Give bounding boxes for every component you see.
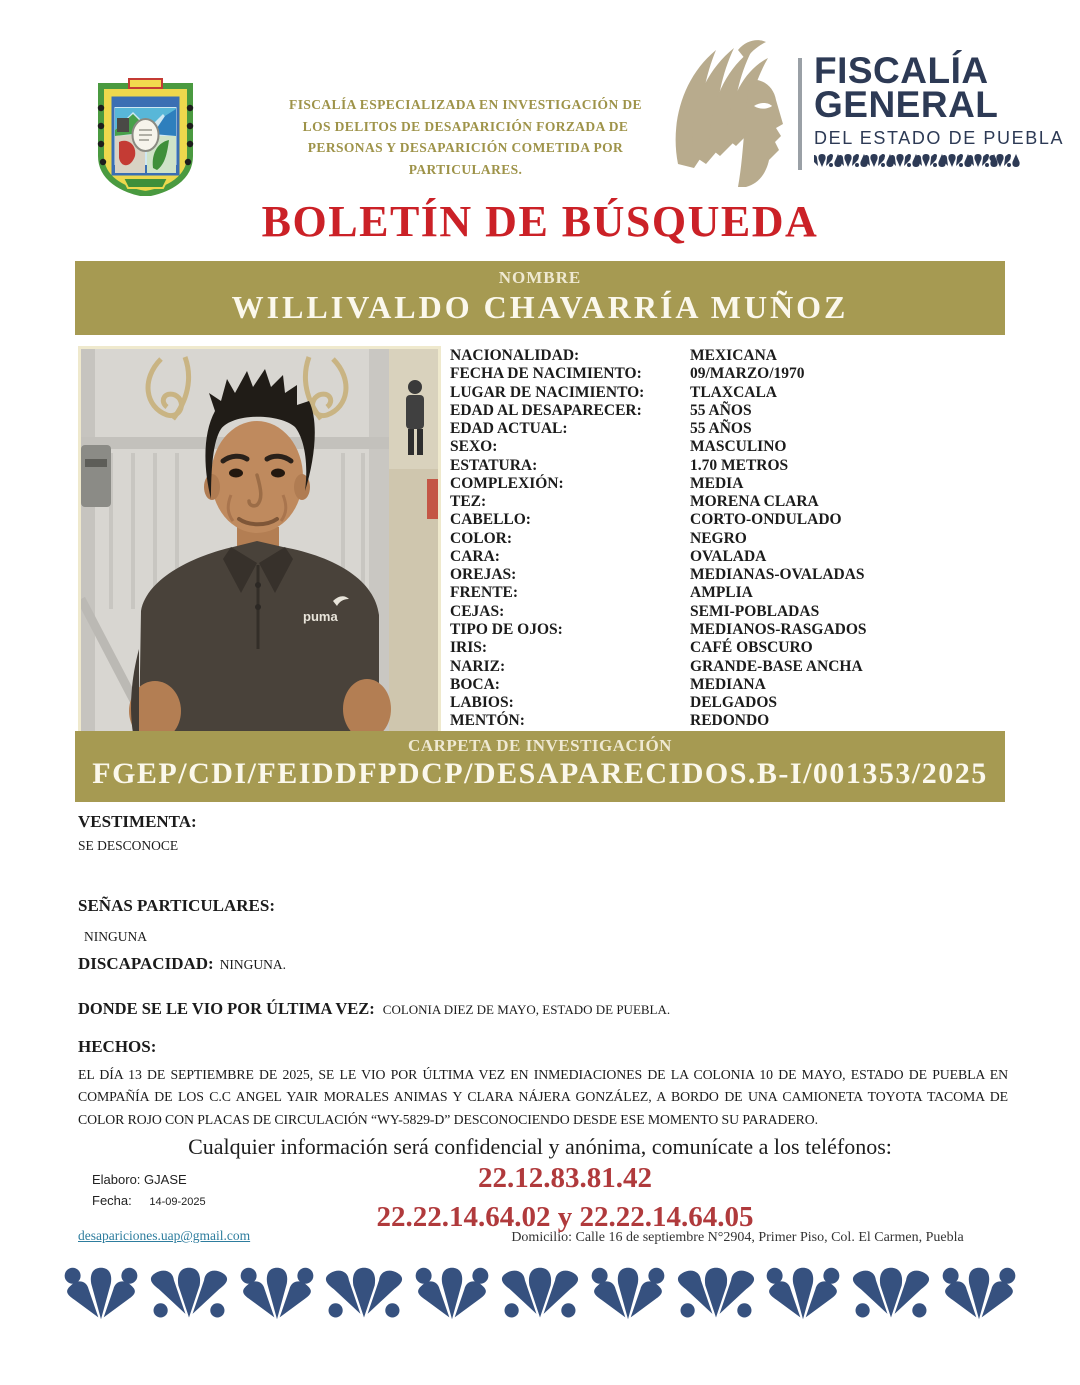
field-value: 1.70 METROS	[690, 456, 789, 474]
field-label: LUGAR DE NACIMIENTO:	[450, 383, 645, 401]
field-label: BOCA:	[450, 675, 500, 693]
discapacidad-line	[78, 954, 286, 974]
fields-list	[450, 348, 1006, 729]
talavera-ornament-up	[847, 1266, 935, 1321]
field-value: DELGADOS	[690, 694, 777, 712]
field-label: COLOR:	[450, 529, 512, 547]
field-value: MEDIANOS-RASGADOS	[690, 620, 867, 638]
field-row	[450, 366, 1006, 382]
case-banner	[75, 731, 1005, 802]
talavera-ornament-down	[940, 1266, 1018, 1321]
field-label: LABIOS:	[450, 694, 514, 712]
fecha-value: 14-09-2025	[149, 1196, 206, 1208]
missing-person-name: WILLIVALDO CHAVARRÍA MUÑOZ	[231, 289, 849, 325]
phone-number-1: 22.12.83.81.42	[478, 1162, 652, 1194]
discapacidad-label: DISCAPACIDAD:	[78, 954, 214, 973]
senas-label: SEÑAS PARTICULARES:	[78, 896, 275, 915]
agency-header-text	[283, 94, 648, 180]
talavera-ornament-up	[320, 1266, 408, 1321]
elaboro-block	[92, 1172, 206, 1208]
logo-divider	[798, 58, 802, 170]
field-value: CAFÉ OBSCURO	[690, 639, 813, 657]
case-number: FGEP/CDI/FEIDDFPDCP/DESAPARECIDOS.B-I/001353/2025	[92, 757, 988, 790]
field-label: FECHA DE NACIMIENTO:	[450, 365, 642, 383]
field-row	[450, 567, 1006, 583]
talavera-ornament-down	[764, 1266, 842, 1321]
hechos-label: HECHOS:	[78, 1037, 157, 1056]
field-row	[450, 458, 1006, 474]
shirt-brand-text: puma	[303, 609, 338, 624]
discapacidad-value: NINGUNA.	[219, 957, 287, 972]
field-row	[450, 439, 1006, 455]
field-value: 55 AÑOS	[690, 401, 752, 419]
hechos-text: EL DÍA 13 DE SEPTIEMBRE DE 2025, SE LE VIO POR ÚLTIMA VEZ EN INMEDIACIONES DE LA COLONIA 10 DE MAYO, ESTADO DE PUEBLA EN COMPAÑÍA DE LOS C.C ANGEL YAIR MORALES ANIMAS Y CLARA NÁJERA GONZÁLEZ, A BORDO DE UNA CAMIONETA TOYOTA TACOMA DE COLOR ROJO CON PLACAS DE CIRCULACIÓN “WY-5829-D” DESCONOCIENDO DESDE ESE MOMENTO SU PARADERO.	[78, 1067, 1008, 1127]
ultima-vez-label: DONDE SE LE VIO POR ÚLTIMA VEZ:	[78, 999, 375, 1018]
talavera-ornament-down	[413, 1266, 491, 1321]
talavera-ornament-up	[496, 1266, 584, 1321]
fecha-label: Fecha:	[92, 1193, 132, 1208]
field-row	[450, 476, 1006, 492]
field-value: TLAXCALA	[690, 383, 777, 401]
elaboro-value: GJASE	[144, 1172, 187, 1187]
field-row	[450, 640, 1006, 656]
field-row	[450, 385, 1006, 401]
field-label: SEXO:	[450, 438, 498, 456]
vestimenta-label: VESTIMENTA:	[78, 812, 197, 831]
winged-warrior-face-icon	[672, 36, 794, 193]
ultima-vez-value: COLONIA DIEZ DE MAYO, ESTADO DE PUEBLA.	[382, 1002, 671, 1017]
ultima-vez-line	[78, 999, 670, 1019]
field-label: NACIONALIDAD:	[450, 347, 580, 364]
field-row	[450, 421, 1006, 437]
field-value: MASCULINO	[690, 438, 787, 456]
field-value: AMPLIA	[690, 584, 753, 602]
field-row	[450, 531, 1006, 547]
field-label: FRENTE:	[450, 584, 519, 602]
field-value: GRANDE-BASE ANCHA	[690, 657, 863, 675]
field-label: TEZ:	[450, 493, 487, 511]
logo-title-1: FISCALÍA	[814, 50, 989, 91]
senas-value: NINGUNA	[84, 929, 147, 944]
field-label: CABELLO:	[450, 511, 531, 529]
logo-title-2: GENERAL	[814, 84, 999, 126]
office-address: Domicilio: Calle 16 de septiembre N°2904, Primer Piso, Col. El Carmen, Puebla	[511, 1230, 964, 1245]
field-row	[450, 713, 1006, 729]
logo-subtitle: DEL ESTADO DE PUEBLA	[814, 128, 1065, 149]
field-value: NEGRO	[690, 529, 747, 547]
field-row	[450, 585, 1006, 601]
field-value: SEMI-POBLADAS	[690, 602, 820, 620]
fiscalia-logo	[672, 36, 1065, 188]
field-value: CORTO-ONDULADO	[690, 511, 842, 529]
field-label: IRIS:	[450, 639, 488, 657]
agency-line: FISCALÍA ESPECIALIZADA EN INVESTIGACIÓN DE	[289, 97, 642, 112]
field-value: MORENA CLARA	[690, 493, 819, 511]
field-row	[450, 695, 1006, 711]
missing-person-photo	[78, 346, 441, 736]
field-row	[450, 622, 1006, 638]
contact-email-link[interactable]: desapariciones.uap@gmail.com	[78, 1228, 251, 1243]
talavera-ornament-down	[589, 1266, 667, 1321]
agency-line: PERSONAS Y DESAPARICIÓN COMETIDA POR	[307, 140, 624, 156]
field-label: TIPO DE OJOS:	[450, 620, 563, 638]
field-label: ESTATURA:	[450, 456, 538, 474]
agency-line: LOS DELITOS DE DESAPARICIÓN FORZADA DE	[302, 118, 629, 134]
field-value: 09/MARZO/1970	[690, 365, 805, 383]
name-banner	[75, 261, 1005, 335]
field-label: EDAD ACTUAL:	[450, 420, 568, 438]
phone-number-2: 22.22.14.64.02 y 22.22.14.64.05	[376, 1200, 754, 1233]
field-label: MENTÓN:	[450, 712, 525, 730]
field-label: OREJAS:	[450, 566, 517, 584]
field-label: CEJAS:	[450, 602, 505, 620]
talavera-ornament-down	[62, 1266, 140, 1321]
footer-ornament-row	[62, 1266, 1018, 1330]
field-value: MEDIANA	[690, 675, 766, 693]
vestimenta-value: SE DESCONOCE	[78, 838, 179, 853]
confidential-line: Cualquier información será confidencial y anónima, comunícate a los teléfonos:	[188, 1134, 892, 1159]
field-label: EDAD AL DESAPARECER:	[450, 401, 642, 419]
field-row	[450, 494, 1006, 510]
case-banner-label: CARPETA DE INVESTIGACIÓN	[408, 736, 672, 755]
agency-line: PARTICULARES.	[408, 161, 523, 177]
puebla-coat-of-arms-icon	[93, 78, 198, 201]
talavera-ornament-up	[145, 1266, 233, 1321]
name-banner-label: NOMBRE	[498, 268, 582, 287]
field-label: CARA:	[450, 547, 500, 565]
field-label: COMPLEXIÓN:	[450, 474, 564, 492]
talavera-ornament-down	[238, 1266, 316, 1321]
talavera-ornament-up	[672, 1266, 760, 1321]
page-title: BOLETÍN DE BÚSQUEDA	[261, 197, 819, 246]
field-row	[450, 512, 1006, 528]
field-row	[450, 604, 1006, 620]
field-row	[450, 403, 1006, 419]
field-row	[450, 348, 1006, 364]
field-value: REDONDO	[690, 712, 770, 730]
field-value: MEDIANAS-OVALADAS	[690, 566, 865, 584]
field-row	[450, 677, 1006, 693]
elaboro-label: Elaboro:	[92, 1172, 141, 1187]
field-value: MEXICANA	[690, 347, 777, 364]
field-row	[450, 549, 1006, 565]
field-value: MEDIA	[690, 474, 744, 492]
logo-ornament-strip-icon	[814, 153, 1019, 173]
field-value: OVALADA	[690, 547, 767, 565]
field-row	[450, 659, 1006, 675]
field-value: 55 AÑOS	[690, 420, 752, 438]
field-label: NARIZ:	[450, 657, 506, 675]
